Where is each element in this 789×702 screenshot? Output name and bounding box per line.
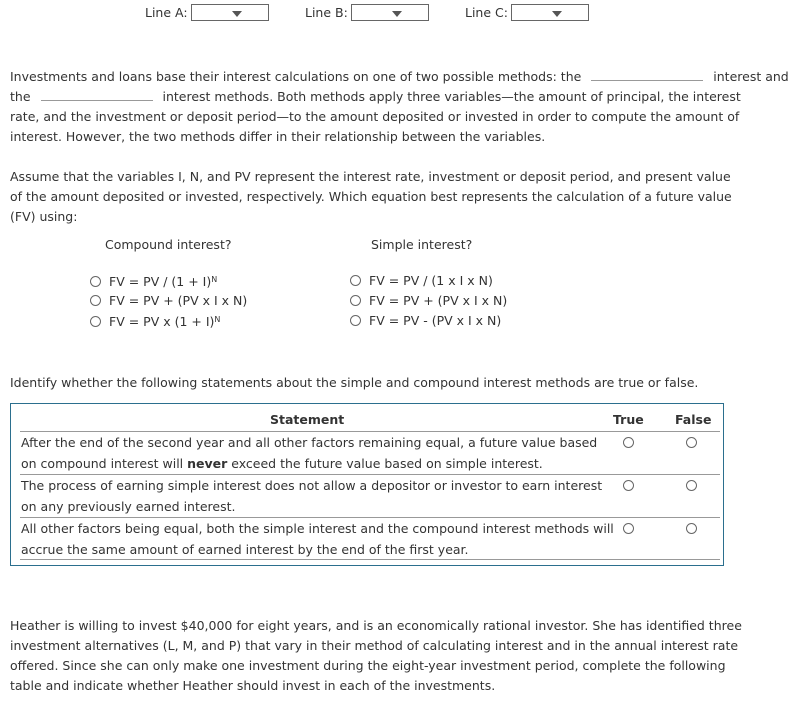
- variables-text-1: Assume that the variables I, N, and PV represent the interest rate, investment or deposit period, and present value: [10, 169, 731, 184]
- compound-option-2-text: FV = PV + (PV x I x N): [109, 292, 248, 308]
- compound-option-3-text: FV = PV x (1 + I): [109, 314, 215, 329]
- simple-option-2-text: FV = PV + (PV x I x N): [369, 292, 508, 308]
- radio-button[interactable]: [90, 276, 101, 287]
- compound-option-1[interactable]: [90, 270, 217, 290]
- compound-option-3[interactable]: [90, 310, 220, 330]
- false-header: False: [675, 412, 712, 427]
- line-c-label: Line C:: [465, 5, 508, 20]
- chevron-down-icon: [552, 11, 562, 17]
- compound-heading: Compound interest?: [105, 237, 232, 252]
- statement-text: on any previously earned interest.: [21, 499, 236, 514]
- statement-text-bold: never: [187, 456, 228, 471]
- statement-text: accrue the same amount of earned interest by the end of the first year.: [21, 542, 469, 557]
- variables-text-3: (FV) using:: [10, 209, 78, 224]
- simple-option-1-text: FV = PV / (1 x I x N): [369, 272, 493, 288]
- line-a-dropdown[interactable]: [191, 4, 269, 21]
- statement-text: After the end of the second year and all other factors remaining equal, a future value based: [21, 435, 598, 450]
- line-b-dropdown[interactable]: [351, 4, 429, 21]
- statement-text-post: exceed the future value based on simple interest.: [227, 456, 543, 471]
- simple-option-3[interactable]: [350, 310, 501, 330]
- line-a-label: Line A:: [145, 5, 188, 20]
- intro-paragraph: [10, 67, 789, 147]
- simple-option-2[interactable]: [350, 290, 507, 310]
- radio-button[interactable]: [90, 316, 101, 327]
- line-b-label: Line B:: [305, 5, 348, 20]
- variables-paragraph: [10, 167, 732, 227]
- radio-button[interactable]: [90, 295, 101, 306]
- chevron-down-icon: [392, 11, 402, 17]
- row-1-true-radio[interactable]: [623, 437, 634, 448]
- exponent: N: [211, 275, 218, 284]
- row-3-false-radio[interactable]: [686, 523, 697, 534]
- statement-text: [21, 453, 593, 474]
- simple-option-1[interactable]: [350, 270, 493, 290]
- intro-text-1: Investments and loans base their interest calculations on one of two possible methods: the: [10, 69, 582, 84]
- compound-option-1-text: FV = PV / (1 + I): [109, 274, 212, 289]
- radio-button[interactable]: [350, 315, 361, 326]
- heather-paragraph: [10, 616, 742, 696]
- divider: [20, 559, 720, 560]
- table-row: [21, 475, 603, 517]
- heather-text-1: Heather is willing to invest $40,000 for eight years, and is an economically rational investor. She has identified three: [10, 618, 742, 633]
- statement-text: All other factors being equal, both the simple interest and the compound interest methods will: [21, 521, 614, 536]
- true-false-table: [10, 403, 724, 566]
- radio-button[interactable]: [350, 295, 361, 306]
- line-c-dropdown[interactable]: [511, 4, 589, 21]
- intro-text-3: the: [10, 89, 31, 104]
- simple-option-3-text: FV = PV - (PV x I x N): [369, 312, 502, 328]
- row-3-true-radio[interactable]: [623, 523, 634, 534]
- statement-text-pre: on compound interest will: [21, 456, 188, 471]
- variables-text-2: of the amount deposited or invested, respectively. Which equation best represents the calculation of a future value: [10, 189, 732, 204]
- chevron-down-icon: [232, 11, 242, 17]
- heather-text-3: offered. Since she can only make one investment during the eight-year investment period, complete the following: [10, 658, 726, 673]
- table-row: [21, 518, 614, 560]
- row-1-false-radio[interactable]: [686, 437, 697, 448]
- intro-text-5: rate, and the investment or deposit period—to the amount deposited or invested in order to compute the amount of: [10, 109, 740, 124]
- heather-text-4: table and indicate whether Heather should invest in each of the investments.: [10, 678, 496, 693]
- identify-prompt: Identify whether the following statements about the simple and compound interest methods are true or false.: [10, 375, 699, 390]
- intro-text-6: interest. However, the two methods differ in their relationship between the variables.: [10, 129, 546, 144]
- exponent: N: [214, 315, 221, 324]
- intro-text-2: interest and: [713, 69, 789, 84]
- radio-button[interactable]: [350, 275, 361, 286]
- interest-method-blank-2[interactable]: [41, 87, 153, 101]
- heather-text-2: investment alternatives (L, M, and P) that vary in their method of calculating interest and in the annual interest rate: [10, 638, 739, 653]
- statement-text: The process of earning simple interest does not allow a depositor or investor to earn interest: [21, 478, 603, 493]
- simple-heading: Simple interest?: [371, 237, 473, 252]
- table-row: [21, 432, 598, 474]
- row-2-true-radio[interactable]: [623, 480, 634, 491]
- row-2-false-radio[interactable]: [686, 480, 697, 491]
- intro-text-4: interest methods. Both methods apply three variables—the amount of principal, the interest: [162, 89, 741, 104]
- true-header: True: [613, 412, 644, 427]
- compound-option-2[interactable]: [90, 290, 247, 310]
- interest-method-blank-1[interactable]: [591, 67, 703, 81]
- statement-header: Statement: [270, 412, 345, 427]
